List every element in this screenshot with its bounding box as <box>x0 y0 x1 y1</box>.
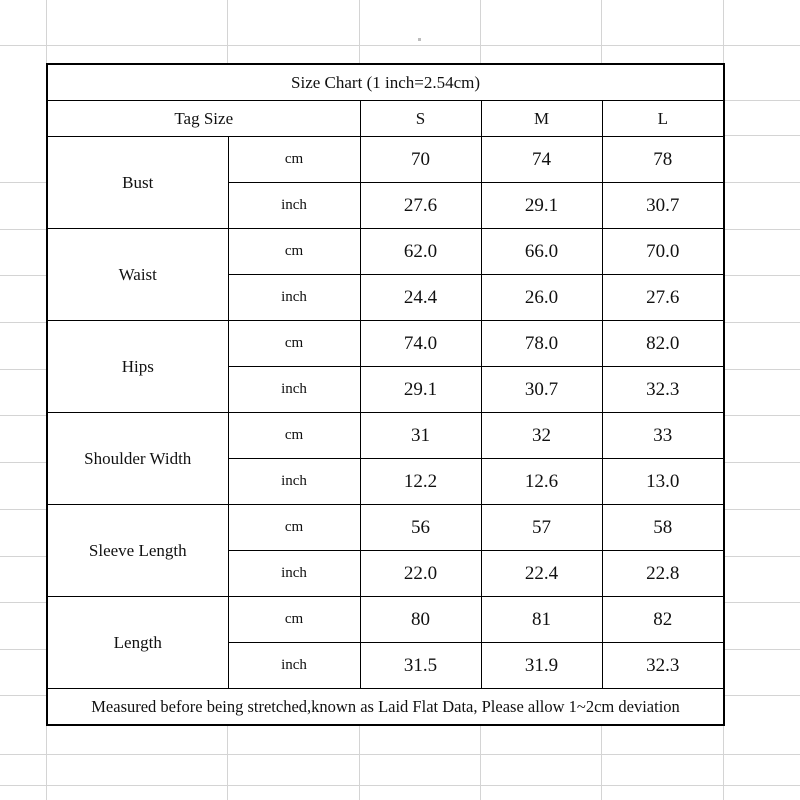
table-row <box>47 413 724 459</box>
unit-label-cm[interactable]: cm <box>228 229 360 275</box>
unit-label-cm[interactable]: cm <box>228 137 360 183</box>
measurement-label-sleeve-length[interactable]: Sleeve Length <box>47 505 228 597</box>
value-cell[interactable]: 32.3 <box>602 367 724 413</box>
value-cell[interactable]: 24.4 <box>360 275 481 321</box>
value-cell[interactable]: 31 <box>360 413 481 459</box>
unit-label-cm[interactable]: cm <box>228 505 360 551</box>
measurement-label-hips[interactable]: Hips <box>47 321 228 413</box>
measurement-label-shoulder-width[interactable]: Shoulder Width <box>47 413 228 505</box>
value-cell[interactable]: 32 <box>481 413 602 459</box>
value-cell[interactable]: 13.0 <box>602 459 724 505</box>
value-cell[interactable]: 70 <box>360 137 481 183</box>
value-cell[interactable]: 57 <box>481 505 602 551</box>
value-cell[interactable]: 30.7 <box>481 367 602 413</box>
table-row <box>47 321 724 367</box>
measurement-label-waist[interactable]: Waist <box>47 229 228 321</box>
unit-label-inch[interactable]: inch <box>228 275 360 321</box>
value-cell[interactable]: 82 <box>602 597 724 643</box>
value-cell[interactable]: 33 <box>602 413 724 459</box>
footer-note[interactable]: Measured before being stretched,known as Laid Flat Data, Please allow 1~2cm deviation <box>47 689 724 726</box>
value-cell[interactable]: 66.0 <box>481 229 602 275</box>
unit-label-cm[interactable]: cm <box>228 413 360 459</box>
value-cell[interactable]: 74 <box>481 137 602 183</box>
table-row <box>47 229 724 275</box>
value-cell[interactable]: 22.0 <box>360 551 481 597</box>
value-cell[interactable]: 12.2 <box>360 459 481 505</box>
unit-label-cm[interactable]: cm <box>228 321 360 367</box>
value-cell[interactable]: 32.3 <box>602 643 724 689</box>
unit-label-inch[interactable]: inch <box>228 183 360 229</box>
value-cell[interactable]: 27.6 <box>602 275 724 321</box>
table-row <box>47 597 724 643</box>
size-header-l[interactable]: L <box>602 101 724 137</box>
size-chart-table <box>46 63 725 726</box>
value-cell[interactable]: 29.1 <box>481 183 602 229</box>
value-cell[interactable]: 78.0 <box>481 321 602 367</box>
size-header-s[interactable]: S <box>360 101 481 137</box>
value-cell[interactable]: 62.0 <box>360 229 481 275</box>
value-cell[interactable]: 81 <box>481 597 602 643</box>
title-row <box>47 64 724 101</box>
value-cell[interactable]: 27.6 <box>360 183 481 229</box>
measurement-label-bust[interactable]: Bust <box>47 137 228 229</box>
value-cell[interactable]: 56 <box>360 505 481 551</box>
value-cell[interactable]: 82.0 <box>602 321 724 367</box>
value-cell[interactable]: 74.0 <box>360 321 481 367</box>
unit-label-inch[interactable]: inch <box>228 367 360 413</box>
header-row <box>47 101 724 137</box>
value-cell[interactable]: 31.9 <box>481 643 602 689</box>
value-cell[interactable]: 22.8 <box>602 551 724 597</box>
tag-size-header[interactable]: Tag Size <box>47 101 360 137</box>
cell-marker <box>418 38 421 41</box>
chart-title[interactable]: Size Chart (1 inch=2.54cm) <box>47 64 724 101</box>
unit-label-inch[interactable]: inch <box>228 459 360 505</box>
value-cell[interactable]: 29.1 <box>360 367 481 413</box>
value-cell[interactable]: 30.7 <box>602 183 724 229</box>
size-header-m[interactable]: M <box>481 101 602 137</box>
value-cell[interactable]: 12.6 <box>481 459 602 505</box>
table-row <box>47 137 724 183</box>
table-row <box>47 505 724 551</box>
unit-label-cm[interactable]: cm <box>228 597 360 643</box>
value-cell[interactable]: 70.0 <box>602 229 724 275</box>
value-cell[interactable]: 26.0 <box>481 275 602 321</box>
unit-label-inch[interactable]: inch <box>228 643 360 689</box>
value-cell[interactable]: 22.4 <box>481 551 602 597</box>
measurement-label-length[interactable]: Length <box>47 597 228 689</box>
value-cell[interactable]: 58 <box>602 505 724 551</box>
value-cell[interactable]: 80 <box>360 597 481 643</box>
value-cell[interactable]: 78 <box>602 137 724 183</box>
footer-row <box>47 689 724 726</box>
value-cell[interactable]: 31.5 <box>360 643 481 689</box>
unit-label-inch[interactable]: inch <box>228 551 360 597</box>
